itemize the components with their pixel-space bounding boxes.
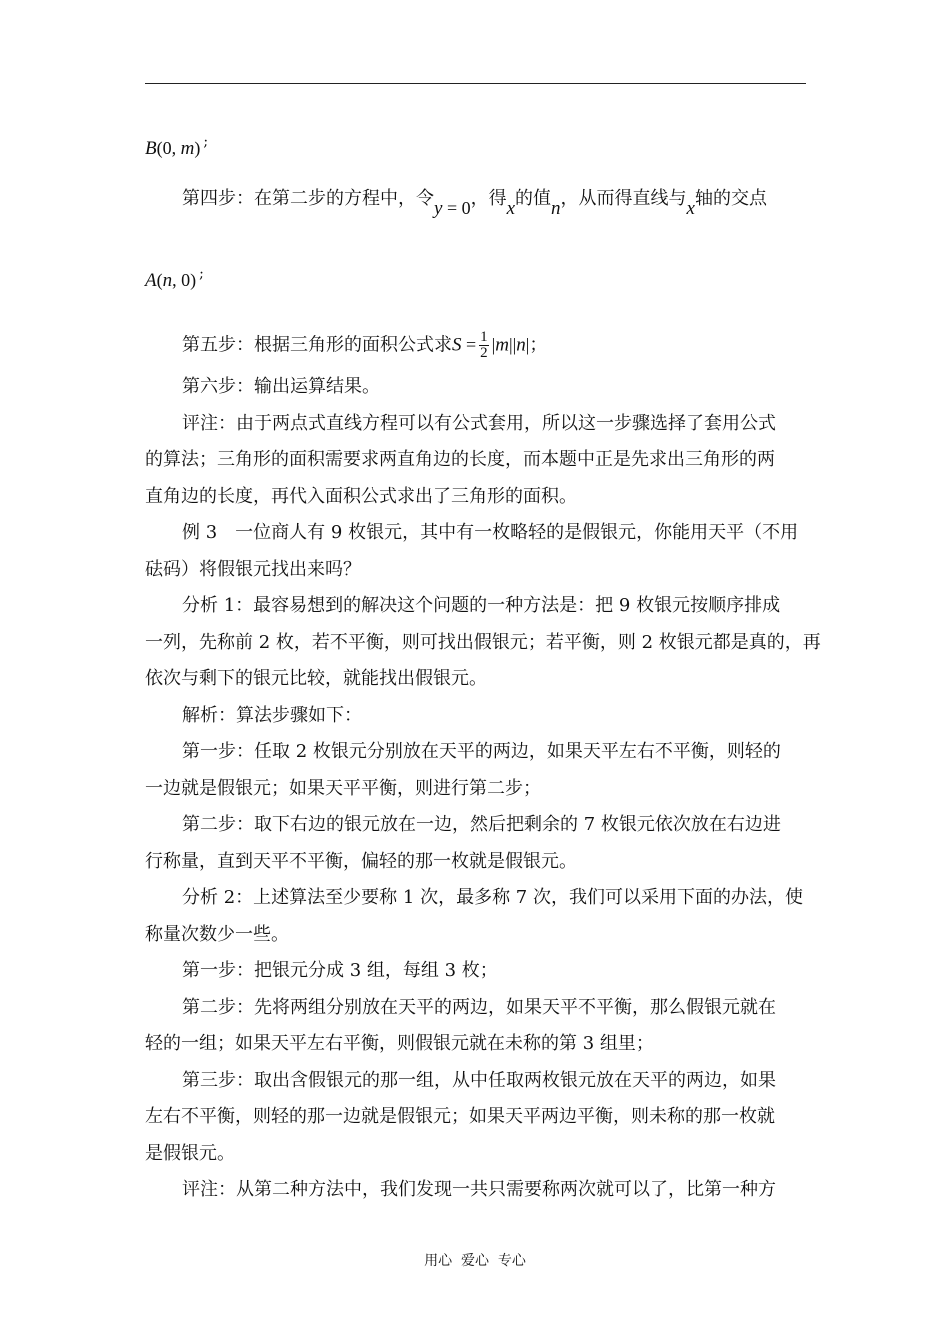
text-line: 第二步：先将两组分别放在天平的两边，如果天平不平衡，那么假银元就在	[182, 997, 776, 1018]
example-3-line: 例 3 一位商人有 9 枚银元，其中有一枚略轻的是假银元，你能用天平（不用	[182, 522, 799, 543]
text-line: 第三步：取出含假银元的那一组，从中任取两枚银元放在天平的两边，如果	[182, 1070, 776, 1091]
text-line: 评注：由于两点式直线方程可以有公式套用，所以这一步骤选择了套用公式	[182, 413, 776, 434]
text-line: 行称量，直到天平不平衡，偏轻的那一枚就是假银元。	[145, 851, 577, 872]
fraction-half: $\frac{1}{2}$	[480, 329, 488, 361]
text-line: 直角边的长度，再代入面积公式求出了三角形的面积。	[145, 486, 577, 507]
header-rule	[145, 83, 806, 84]
text-line: 左右不平衡，则轻的那一边就是假银元；如果天平两边平衡，则未称的那一枚就	[145, 1106, 775, 1127]
text-line: 评注：从第二种方法中，我们发现一共只需要称两次就可以了，比第一种方	[182, 1179, 776, 1200]
text-line: 分析 1：最容易想到的解决这个问题的一种方法是：把 9 枚银元按顺序排成	[182, 595, 781, 616]
text-line: 分析 2：上述算法至少要称 1 次，最多称 7 次，我们可以采用下面的办法，使	[182, 887, 803, 908]
formula-b-point: B(0, m) ;	[145, 134, 209, 159]
step-four-line: 第四步：在第二步的方程中，令y = 0，得x的值n，从而得直线与x轴的交点	[182, 188, 767, 219]
page-footer: 用心 爱心 专心	[424, 1253, 526, 1269]
text-line: 一列，先称前 2 枚，若不平衡，则可找出假银元；若平衡，则 2 枚银元都是真的，再	[145, 632, 821, 653]
text-line: 第一步：把银元分成 3 组，每组 3 枚；	[182, 960, 498, 981]
text-line: 砝码）将假银元找出来吗？	[145, 559, 361, 580]
text-line: 解析：算法步骤如下：	[182, 705, 362, 726]
text-line: 轻的一组；如果天平左右平衡，则假银元就在未称的第 3 组里；	[145, 1033, 654, 1054]
text-line: 称量次数少一些。	[145, 924, 289, 945]
formula-a-point: A(n, 0) ;	[145, 266, 204, 291]
text-line: 第二步：取下右边的银元放在一边，然后把剩余的 7 枚银元依次放在右边进	[182, 814, 781, 835]
text-line: 第六步：输出运算结果。	[182, 376, 380, 397]
text-line: 第一步：任取 2 枚银元分别放在天平的两边，如果天平左右不平衡，则轻的	[182, 741, 781, 762]
text-line: 依次与剩下的银元比较，就能找出假银元。	[145, 668, 487, 689]
text-line: 的算法；三角形的面积需要求两直角边的长度，而本题中正是先求出三角形的两	[145, 449, 775, 470]
text-line: 一边就是假银元；如果天平平衡，则进行第二步；	[145, 778, 541, 799]
step-five-line: 第五步：根据三角形的面积公式求S = $\frac{1}{2}$ |m||n|；	[182, 329, 548, 361]
text-line: 是假银元。	[145, 1143, 235, 1164]
